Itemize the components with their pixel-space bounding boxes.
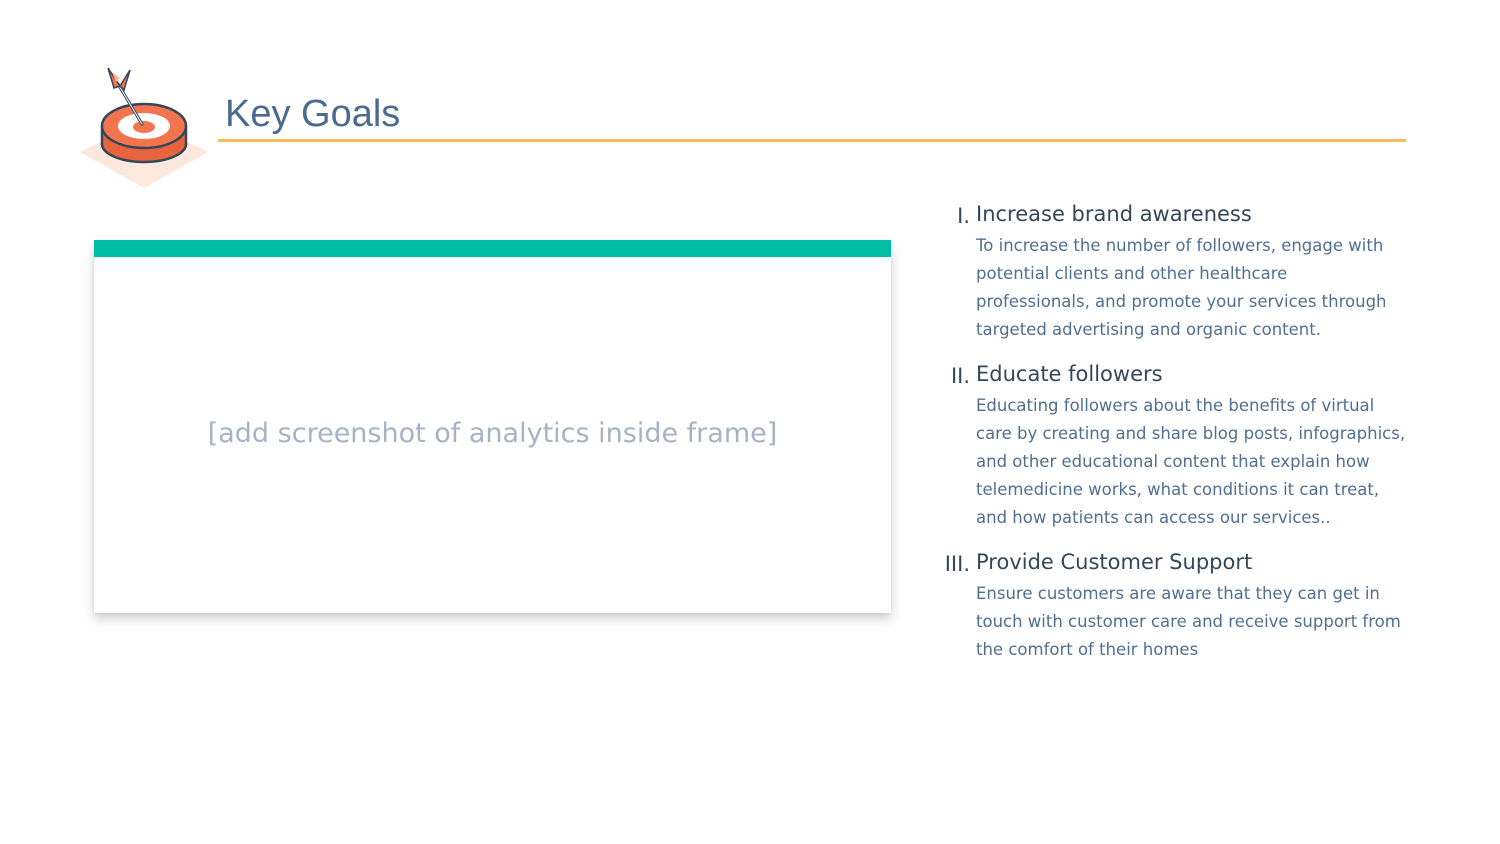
dart-target-icon [78, 64, 212, 192]
goal-item [930, 360, 1410, 532]
frame-placeholder-text: [add screenshot of analytics inside frame] [207, 418, 778, 449]
goal-heading: Provide Customer Support [976, 550, 1253, 574]
goal-numeral: I. [957, 204, 970, 228]
screenshot-frame [94, 240, 891, 613]
goal-description: Educating followers about the benefits of virtual care by creating and share blog posts, infographics, and other educational content that explain how telemedicine works, what conditions it can treat, and how patients can access our services.. [976, 396, 1406, 527]
goal-heading: Educate followers [976, 362, 1163, 386]
title-underline [218, 139, 1406, 142]
goals-list [930, 198, 1410, 680]
goal-heading: Increase brand awareness [976, 202, 1252, 226]
goal-item [930, 548, 1410, 664]
page-title: Key Goals [225, 93, 401, 135]
goal-description: To increase the number of followers, engage with potential clients and other healthcare professionals, and promote your services through targeted advertising and organic content. [976, 236, 1387, 339]
goal-numeral: III. [944, 552, 970, 576]
goal-item [930, 200, 1410, 344]
goal-description: Ensure customers are aware that they can get in touch with customer care and receive support from the comfort of their homes [976, 584, 1401, 659]
goal-numeral: II. [950, 364, 970, 388]
frame-accent-bar [94, 240, 891, 257]
